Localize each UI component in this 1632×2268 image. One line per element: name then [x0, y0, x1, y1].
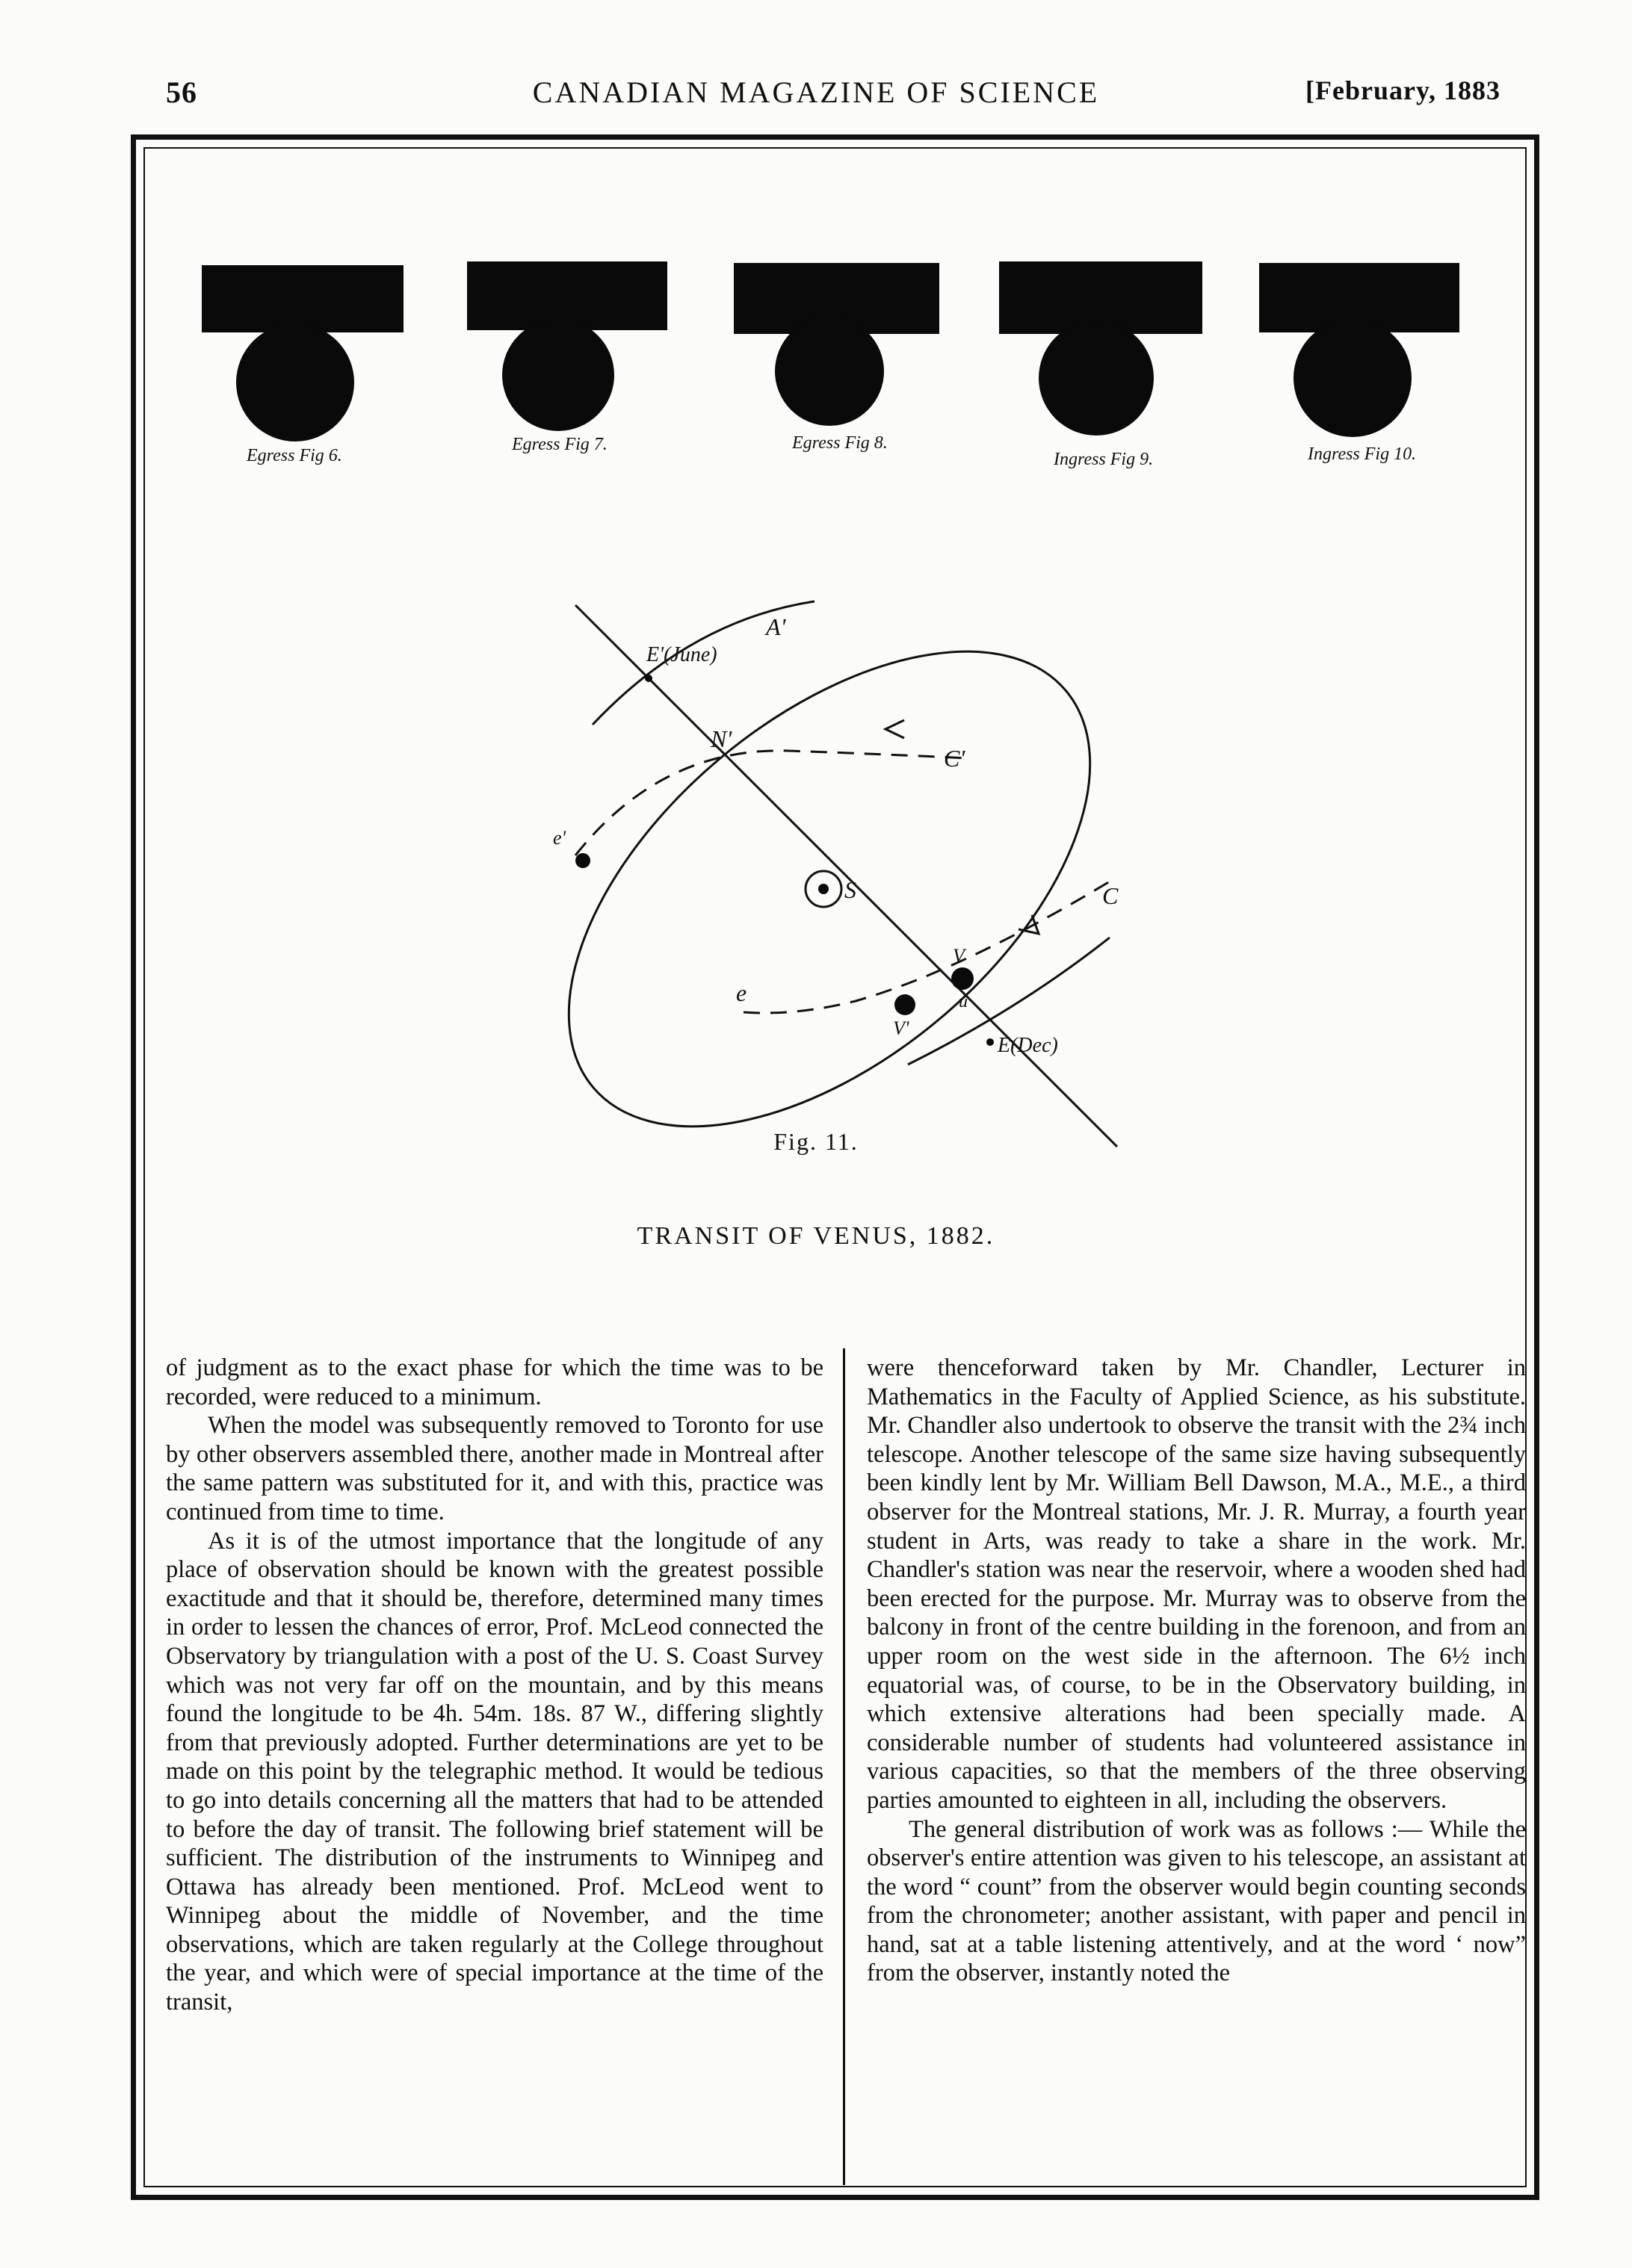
- sight-line-c-prime: [575, 751, 968, 855]
- phase-figure-7: [467, 261, 667, 431]
- paragraph: were thenceforward taken by Mr. Chandler, Lecturer in Mathematics in the Faculty of Applied Science, as his substitute. Mr. Chandler also undertook to observe the transit with the 2¾ inch telescope. Another telescope of the same size having subsequently been kindly lent by Mr. William Bell Dawson, M.A., M.E., a third observer for the Montreal stations, Mr. J. R. Murray, a fourth year student in Arts, was ready to take a share in the work. Mr. Chandler's station was near the reservoir, where a wooden shed had been erected for the purpose. Mr. Murray was to observe from the balcony in front of the centre building in the forenoon, and from an upper room on the west side in the afternoon. The 6½ inch equatorial was, of course, to be in the Observatory building, in which extensive alterations had been specially made. A considerable number of students had volunteered assistance in various capacities, so that the members of the three observing parties amounted to eighteen in all, including the observers.: [867, 1354, 1526, 1814]
- phase-figure-6: [202, 265, 404, 441]
- figure-11-label: Fig. 11.: [773, 1128, 859, 1155]
- left-column: [166, 1354, 823, 2183]
- caption-fig-9: Ingress Fig 9.: [1054, 450, 1154, 469]
- label-e-mark: e': [553, 827, 566, 849]
- caption-fig-8: Egress Fig 8.: [792, 433, 888, 453]
- journal-title: CANADIAN MAGAZINE OF SCIENCE: [532, 75, 1100, 109]
- paragraph: The general distribution of work was as follows :— While the observer's entire attention was given to his telescope, an assistant at the word “ count” from the observer would begin counting seconds from the chronometer; another assistant, with paper and pencil in hand, sat at a table listening attentively, and at the word ‘ now” from the observer, instantly noted the: [867, 1815, 1526, 1987]
- paragraph: As it is of the utmost importance that the longitude of any place of observation should be known with the greatest possible exactitude and that it should be, therefore, determined many times in order to lessen the chances of error, Prof. McLeod connected the Observatory by triangulation with a post of the U. S. Coast Survey which was not very far off on the mountain, and by this means found the longitude to be 4h. 54m. 18s. 87 W., differing slightly from that previously adopted. Further determinations are yet to be made on this point by the telegraphic method. It would be tedious to go into details concerning all the matters that had to be attended to before the day of transit. The following brief statement will be sufficient. The distribution of the instruments to Winnipeg and Ottawa has already been mentioned. Prof. McLeod went to Winnipeg about the middle of November, and the time observations, which are taken regularly at the College throughout the year, and which were of special importance at the time of the transit,: [166, 1527, 823, 2016]
- venus-position-v: [951, 967, 974, 990]
- sight-line-c: [744, 882, 1110, 1013]
- paragraph: When the model was subsequently removed to Toronto for use by other observers assembled there, another made in Montreal after the same pattern was substituted for it, and with this, practice was continued from time to time.: [166, 1412, 823, 1525]
- label-e-dec: E(Dec): [998, 1034, 1058, 1057]
- caption-fig-10: Ingress Fig 10.: [1308, 444, 1417, 464]
- right-column: [867, 1354, 1526, 2183]
- label-u: u: [959, 992, 968, 1011]
- label-v: V: [953, 945, 965, 967]
- caption-fig-6: Egress Fig 6.: [247, 446, 342, 465]
- orbit-arrow: [885, 720, 904, 738]
- label-e-left: e: [736, 979, 747, 1006]
- venus-position-v-prime: [894, 994, 915, 1015]
- plate-title: TRANSIT OF VENUS, 1882.: [637, 1222, 995, 1250]
- label-v-prime: V': [893, 1017, 909, 1039]
- earth-june-point: [645, 675, 652, 682]
- phase-figure-10: [1259, 263, 1459, 437]
- venus-orbit: [483, 560, 1175, 1218]
- column-divider: [843, 1348, 845, 2185]
- label-a-prime: A': [766, 613, 786, 640]
- label-s: S: [844, 876, 856, 903]
- label-c: C: [1102, 882, 1119, 909]
- orbit-diagram: [483, 560, 1175, 1218]
- earth-dec-point: [986, 1038, 994, 1046]
- paragraph: of judgment as to the exact phase for which the time was to be recorded, were reduced to a minimum.: [166, 1354, 823, 1410]
- earth-mark: [575, 853, 590, 868]
- label-c-prime: C': [944, 745, 965, 772]
- phase-figure-8: [734, 263, 939, 426]
- phase-figure-9: [999, 261, 1202, 436]
- caption-fig-7: Egress Fig 7.: [512, 435, 608, 454]
- issue-date: [February, 1883: [1305, 75, 1500, 105]
- page-number: 56: [166, 75, 197, 109]
- running-header: [0, 75, 1632, 120]
- label-e-june: E'(June): [646, 643, 717, 666]
- label-n-prime: N': [711, 725, 732, 752]
- sun-dot: [818, 884, 829, 894]
